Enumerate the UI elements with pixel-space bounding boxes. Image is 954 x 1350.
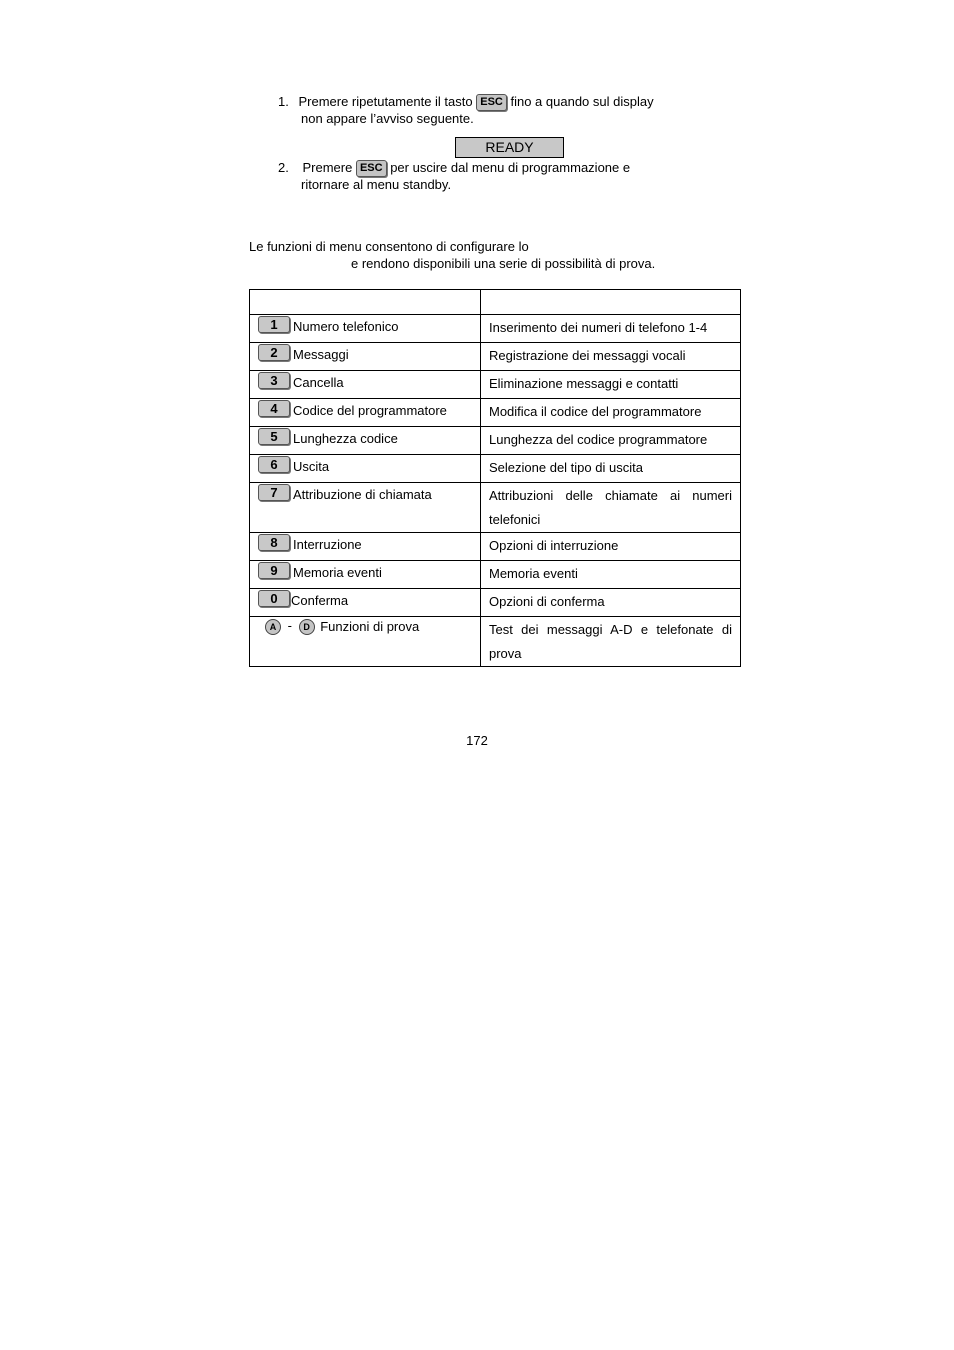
table-row xyxy=(250,343,741,371)
step-1-text-after: fino a quando sul display xyxy=(510,94,654,109)
menu-item-label: Interruzione xyxy=(293,537,362,552)
menu-item-label: Numero telefonico xyxy=(293,319,399,334)
key-0-icon: 0 xyxy=(258,590,290,607)
display-ready: READY xyxy=(455,137,564,158)
esc-key-icon: ESC xyxy=(356,160,387,177)
menu-item-label: Uscita xyxy=(293,459,330,474)
step-2-text-after: per uscire dal menu di programmazione e xyxy=(390,160,631,175)
table-row xyxy=(250,533,741,561)
step-2 xyxy=(278,160,630,177)
key-d-icon: D xyxy=(299,619,315,635)
test-functions-cell xyxy=(265,618,419,635)
key-1-icon: 1 xyxy=(258,316,290,333)
menu-item-label: Messaggi xyxy=(293,347,349,362)
table-row xyxy=(250,427,741,455)
header-cell-1 xyxy=(250,290,481,315)
menu-item-desc: Eliminazione messaggi e contatti xyxy=(489,376,679,391)
menu-item-label: Conferma xyxy=(291,593,349,608)
menu-item-label: Attribuzione di chiamata xyxy=(293,487,432,502)
step-1-text: Premere ripetutamente il tasto xyxy=(298,94,473,109)
menu-item-desc: Memoria eventi xyxy=(489,566,578,581)
step-2-text: Premere xyxy=(302,160,353,175)
table-row xyxy=(250,455,741,483)
step-1-number: 1. xyxy=(278,94,289,109)
range-separator: - xyxy=(287,618,292,633)
page-number: 172 xyxy=(466,733,488,748)
menu-item-label: Lunghezza codice xyxy=(293,431,398,446)
menu-item-desc: Opzioni di conferma xyxy=(489,594,605,609)
key-3-icon: 3 xyxy=(258,372,290,389)
menu-item-desc: Test dei messaggi A-D e telefonate di prova xyxy=(489,622,732,661)
table-row xyxy=(250,561,741,589)
menu-item-label: Memoria eventi xyxy=(293,565,382,580)
key-5-icon: 5 xyxy=(258,428,290,445)
key-7-icon: 7 xyxy=(258,484,290,501)
menu-item-desc: Inserimento dei numeri di telefono 1-4 xyxy=(489,320,708,335)
table-row xyxy=(250,371,741,399)
menu-item-label: Funzioni di prova xyxy=(320,618,420,634)
table-header-row xyxy=(250,290,741,315)
table-row xyxy=(250,399,741,427)
menu-item-desc: Attribuzioni delle chiamate ai numeri telefonici xyxy=(489,488,732,527)
step-1 xyxy=(278,94,654,111)
step-1-line2: non appare l’avviso seguente. xyxy=(301,111,474,126)
intro-line2: e rendono disponibili una serie di possibilità di prova. xyxy=(351,256,656,271)
menu-item-desc: Modifica il codice del programmatore xyxy=(489,404,702,419)
key-a-icon: A xyxy=(265,619,281,635)
menu-item-desc: Selezione del tipo di uscita xyxy=(489,460,643,475)
menu-item-desc: Registrazione dei messaggi vocali xyxy=(489,348,686,363)
key-8-icon: 8 xyxy=(258,534,290,551)
key-9-icon: 9 xyxy=(258,562,290,579)
menu-item-label: Cancella xyxy=(293,375,344,390)
step-2-line2: ritornare al menu standby. xyxy=(301,177,452,192)
key-4-icon: 4 xyxy=(258,400,290,417)
key-6-icon: 6 xyxy=(258,456,290,473)
header-cell-2 xyxy=(481,290,741,315)
menu-item-desc: Opzioni di interruzione xyxy=(489,538,619,553)
menu-item-desc: Lunghezza del codice programmatore xyxy=(489,432,708,447)
step-2-number: 2. xyxy=(278,160,289,175)
intro-line1: Le funzioni di menu consentono di configurare lo xyxy=(249,239,529,254)
table-row xyxy=(250,315,741,343)
esc-key-icon: ESC xyxy=(476,94,507,111)
menu-functions-table xyxy=(249,289,741,667)
key-2-icon: 2 xyxy=(258,344,290,361)
table-row xyxy=(250,617,741,667)
menu-item-label: Codice del programmatore xyxy=(293,403,447,418)
table-row xyxy=(250,483,741,533)
table-row xyxy=(250,589,741,617)
